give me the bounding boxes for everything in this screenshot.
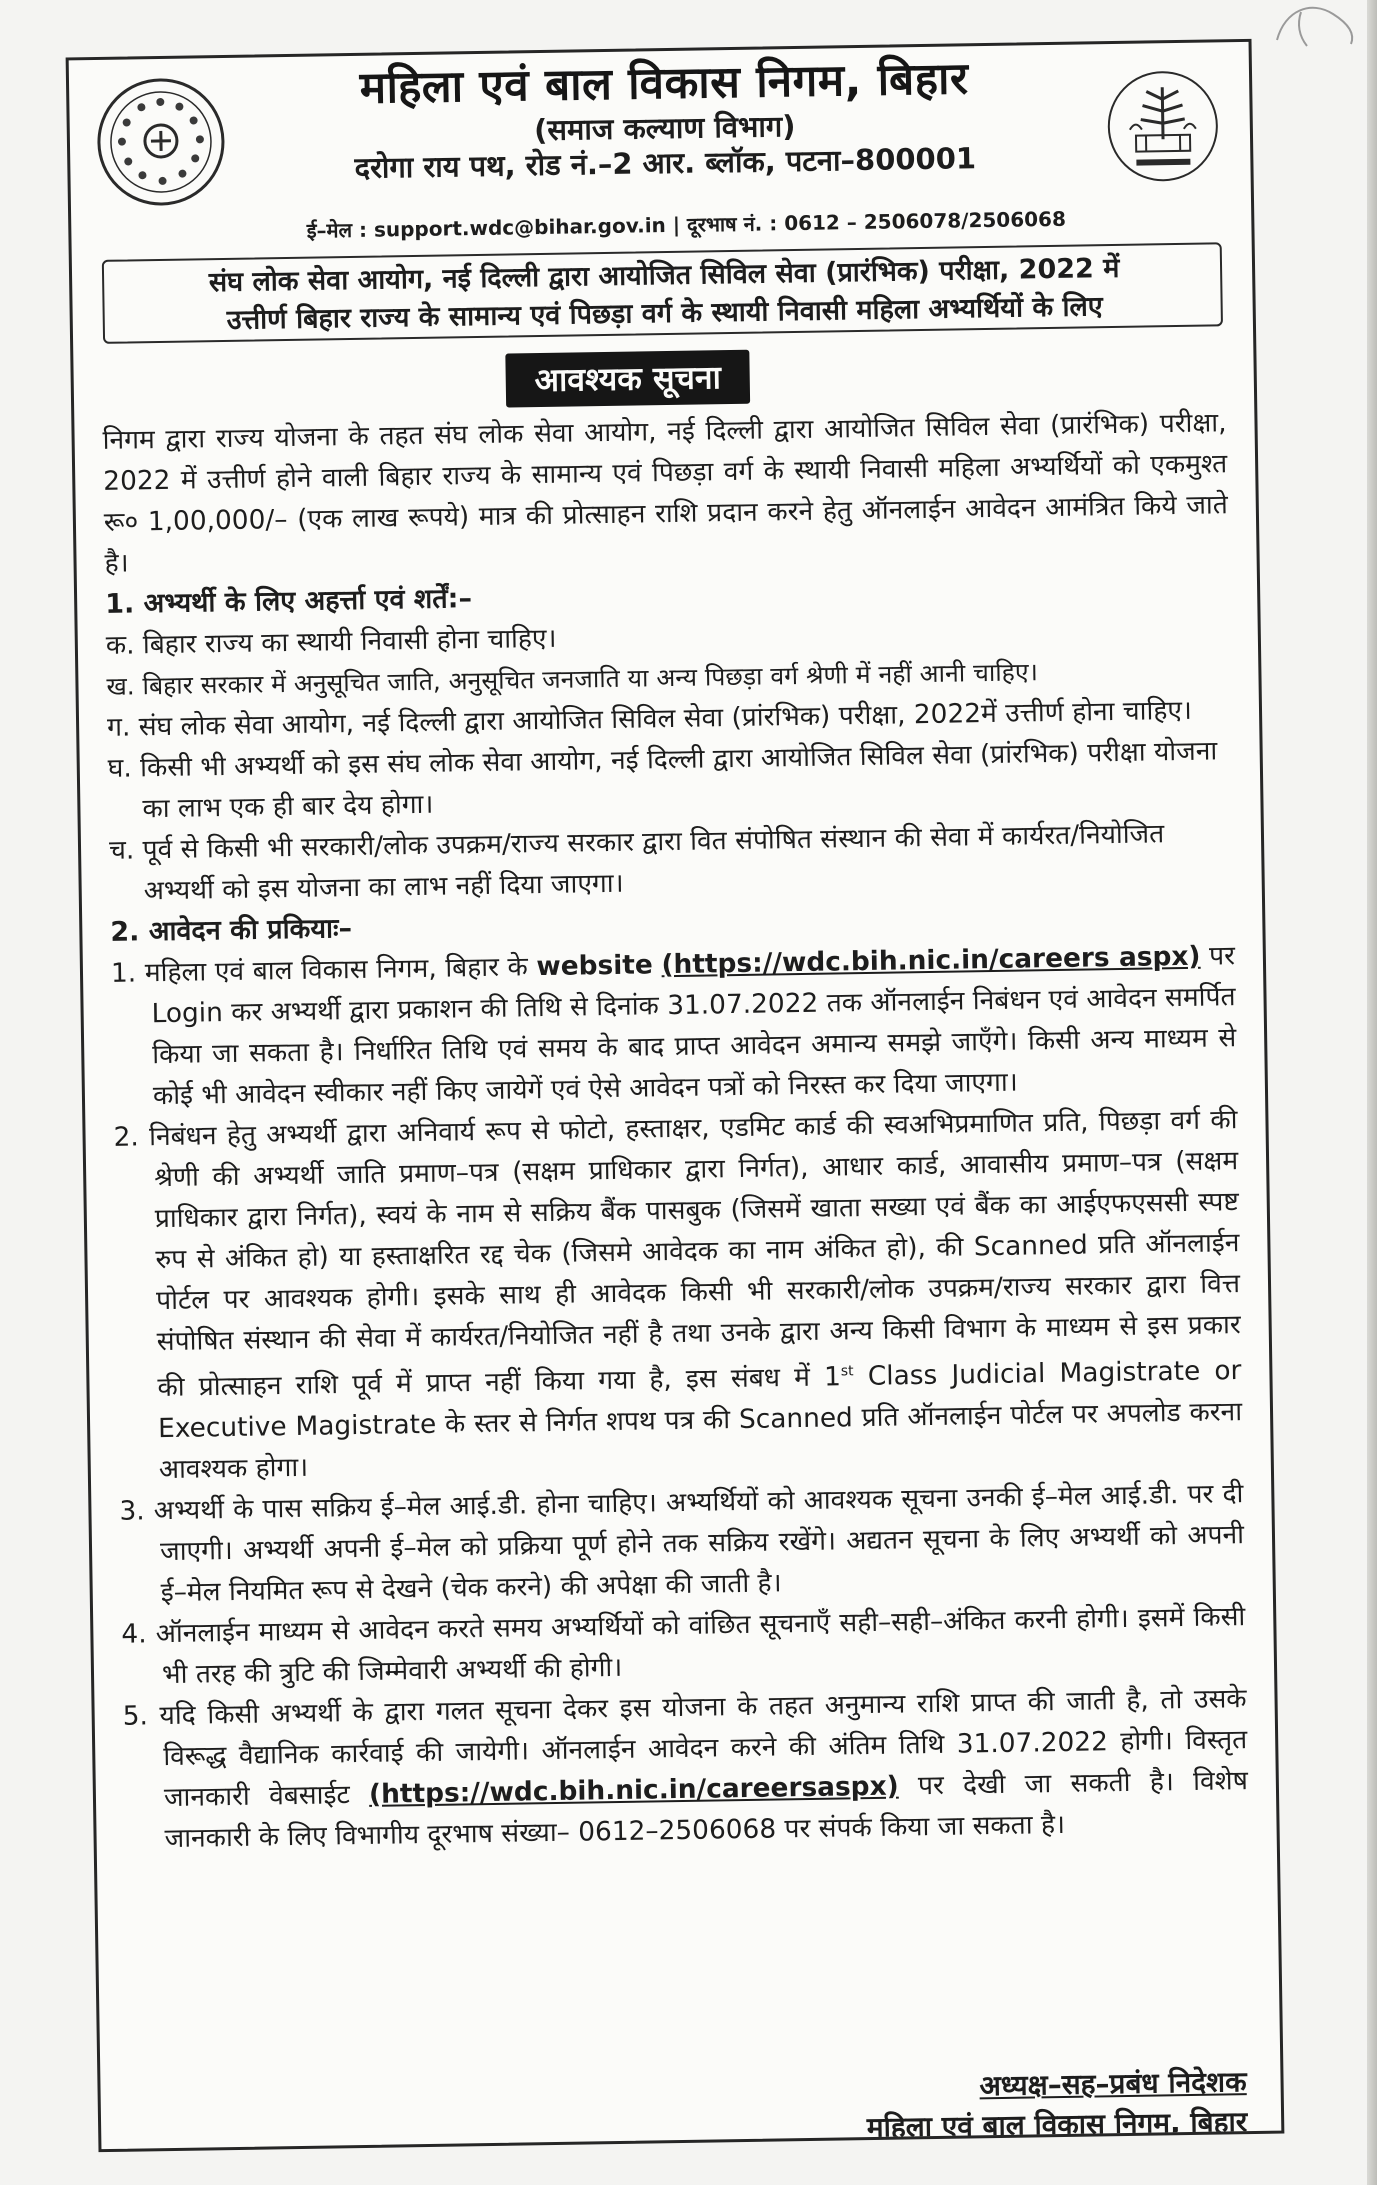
step-number: 3. [119, 1495, 145, 1527]
step-text: पर देखी जा सकती है। विशेष जानकारी के लिए विभागीय दूरभाष संख्या– 0612–2506068 पर संपर्क किया जा सकता है। [164, 1764, 1249, 1854]
pencil-scribble [1271, 4, 1359, 48]
step-text: पर Login कर अभ्यर्थी द्वारा प्रकाशन की तिथि से दिनांक 31.07.2022 तक ऑनलाईन निबंधन एवं आवेदन समर्पित किया जा सकता है। निर्धारित तिथि एवं समय के बाद प्राप्त आवेदन अमान्य समझे जाएँगे। किसी अन्य माध्यम से कोई भी आवेदन स्वीकार नहीं किए जायेगें एवं ऐसे आवेदन पत्रों को निरस्त कर दिया जाएगा। [151, 940, 1237, 1112]
contact-info: ई–मेल : support.wdc@bihar.gov.in | दूरभाष नं. : 0612 – 2506078/2506068 [306, 206, 1067, 243]
procedure-step-2 [113, 1099, 1243, 1490]
notice-heading: आवश्यक सूचना [505, 350, 750, 408]
step-number: 5. [122, 1700, 149, 1732]
step-text: यदि किसी अभ्यर्थी के द्वारा गलत सूचना देकर इस योजना के तहत अनुमान्य राशि प्राप्त की जाती है, तो उसके विरूद्ध वैद्यानिक कार्रवाई की जायेगी। ऑनलाईन आवेदन करने की अंतिम तिथि 31.07.2022 होगी। विस्तृत जानकारी वेबसाईट [159, 1682, 1248, 1813]
subject-line-2: उत्तीर्ण बिहार राज्य के सामान्य एवं पिछड़ा वर्ग के स्थायी निवासी महिला अभ्यर्थियों के लिए [226, 291, 1103, 336]
step-text: Class Judicial Magistrate or Executive Magistrate के स्तर से निर्गत शपथ पत्र की Scanned प्रति ऑनलाईन पोर्टल पर अपलोड करना आवश्यक होगा। [157, 1354, 1243, 1485]
condition-item: च. पूर्व से किसी भी सरकारी/लोक उपक्रम/राज्य सरकार द्वारा वित संपोषित संस्थान की सेवा में कार्यरत/नियोजित अभ्यर्थी को इस योजना का लाभ नहीं दिया जाएगा। [108, 818, 1165, 907]
step-text: निबंधन हेतु अभ्यर्थी द्वारा अनिवार्य रूप से फोटो, हस्ताक्षर, एडमिट कार्ड की स्वअभिप्रमाणित प्रति, पिछड़ा वर्ग की श्रेणी की अभ्यर्थी जाति प्रमाण–पत्र (सक्षम प्राधिकार द्वारा निर्गत), आधार कार्ड, आवासीय प्रमाण–पत्र (सक्षम प्राधिकार द्वारा निर्गत), स्वयं के नाम से सक्रिय बैंक पासबुक (जिसमें खाता सख्या एवं बैंक का आईएफएससी स्पष्ट रुप से अंकित हो) या हस्ताक्षरित रद्द चेक (जिसमे आवेदक का नाम अंकित हो), की Scanned प्रति ऑनलाईन पोर्टल पर आवश्यक होगी। इसके साथ ही आवेदक किसी भी सरकारी/लोक उपक्रम/राज्य सरकार द्वारा वित्त संपोषित संस्थान की सेवा में कार्यरत/नियोजित नहीं है तथा उनके द्वारा अन्य किसी विभाग के माध्यम से इस प्रकार की प्रोत्साहन राशि पूर्व में प्राप्त नहीं किया गया है, इस संबध में 1 [148, 1104, 1241, 1403]
step-text: महिला एवं बाल विकास निगम, बिहार के [144, 951, 537, 989]
step-text: ऑनलाईन माध्यम से आवेदन करते समय अभ्यर्थियों को वांछित सूचनाएँ सही–सही–अंकित करनी होगी। इसमें किसी भी तरह की त्रुटि की जिम्मेवारी अभ्यर्थी की होगी। [155, 1600, 1246, 1690]
notice-body [102, 402, 1248, 1859]
intro-paragraph: निगम द्वारा राज्य योजना के तहत संघ लोक सेवा आयोग, नई दिल्ली द्वारा आयोजित सिविल सेवा (प्रारंभिक) परीक्षा, 2022 में उत्तीर्ण होने वाली बिहार राज्य के सामान्य एवं पिछड़ा वर्ग के स्थायी निवासी महिला अभ्यर्थियों को एकमुश्त रू० 1,00,000/– (एक लाख रूपये) मात्र की प्रोत्साहन राशि प्रदान करने हेतु ऑनलाईन आवेदन आमंत्रित किये जाते है। [102, 407, 1229, 579]
condition-item: क. बिहार राज्य का स्थायी निवासी होना चाहिए। [105, 622, 557, 661]
bihar-govt-emblem [1105, 68, 1221, 184]
notice-document [66, 39, 1285, 2152]
organization-name: महिला एवं बाल विकास निगम, बिहार [359, 53, 969, 114]
step-number: 4. [121, 1618, 147, 1650]
website-label: website [536, 949, 654, 983]
step-text: अभ्यर्थी के पास सक्रिय ई–मेल आई.डी. होना चाहिए। अभ्यर्थियों को आवश्यक सूचना उनकी ई–मेल आई.डी. पर दी जाएगी। अभ्यर्थी अपनी ई–मेल को प्रक्रिया पूर्ण होने तक सक्रिय रखेंगे। अद्यतन सूचना के लिए अभ्यर्थी को अपनी ई–मेल नियमित रूप से देखने (चेक करने) की अपेक्षा की जाती है। [153, 1477, 1245, 1608]
procedure-step-3 [119, 1473, 1245, 1614]
condition-item: ख. बिहार सरकार में अनुसूचित जाति, अनुसूचित जनजाति या अन्य पिछड़ा वर्ग श्रेणी में नहीं आनी चाहिए। [106, 657, 1039, 701]
procedure-step-1 [111, 935, 1237, 1117]
procedure-step-5 [122, 1678, 1248, 1860]
superscript-st: st [840, 1363, 854, 1380]
signatory-organization: महिला एवं बाल विकास निगम, बिहार [866, 2105, 1248, 2145]
wdc-seal-logo [95, 76, 227, 208]
department-name: (समाज कल्याण विभाग) [533, 108, 796, 148]
condition-item: ग. संघ लोक सेवा आयोग, नई दिल्ली द्वारा आयोजित सिविल सेवा (प्रांरभिक) परीक्षा, 2022में उत्तीर्ण होना चाहिए। [106, 694, 1193, 743]
step-number: 2. [113, 1121, 140, 1153]
subject-box [102, 242, 1223, 344]
signatory-title: अध्यक्ष–सह–प्रबंध निदेशक [979, 2065, 1247, 2103]
scan-edge [1367, 0, 1377, 2185]
notice-header [219, 50, 1111, 188]
signature-block [866, 2062, 1248, 2148]
section-2-title: 2. आवेदन की प्रकियाः– [110, 913, 353, 948]
condition-item: घ. किसी भी अभ्यर्थी को इस संघ लोक सेवा आयोग, नई दिल्ली द्वारा आयोजित सिविल सेवा (प्रांरभिक) परीक्षा योजना का लाभ एक ही बार देय होगा। [107, 735, 1218, 825]
step-number: 1. [110, 957, 137, 989]
section-1-title: 1. अभ्यर्थी के लिए अहर्त्ता एवं शर्तें:– [104, 583, 473, 620]
careers-link[interactable]: (https://wdc.bih.nic.in/careers aspx) [661, 940, 1201, 981]
subject-line-1: संघ लोक सेवा आयोग, नई दिल्ली द्वारा आयोजित सिविल सेवा (प्रारंभिक) परीक्षा, 2022 में [208, 252, 1120, 299]
careers-link[interactable]: (https://wdc.bih.nic.in/careersaspx) [368, 1770, 899, 1810]
office-address: दरोगा राय पथ, रोड नं.–2 आर. ब्लॉक, पटना–800001 [354, 141, 977, 185]
